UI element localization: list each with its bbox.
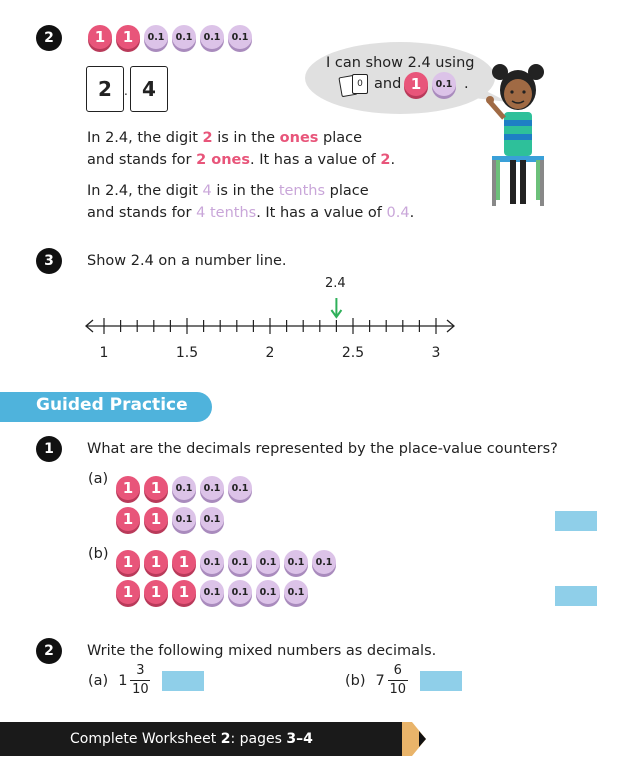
gp2-b-fraction: $\frac{6}{10}$ <box>389 663 407 697</box>
tenth-counter: 0.1 <box>228 550 252 574</box>
bubble-and: and <box>374 76 402 92</box>
gp2-a-label: (a) <box>88 672 109 689</box>
one-counter: 1 <box>144 476 168 500</box>
ones-line-2: and stands for 2 ones. It has a value of 2. <box>87 152 396 168</box>
tenth-counter: 0.1 <box>284 580 308 604</box>
ones-line-1: In 2.4, the digit 2 is in the ones place <box>87 130 363 146</box>
guided-practice-title: Guided Practice <box>36 395 188 415</box>
digit-box-tenths: 4 <box>130 66 168 112</box>
tenth-counter: 0.1 <box>228 25 252 49</box>
answer-box-gp1-a[interactable] <box>555 511 597 531</box>
q3-text: Show 2.4 on a number line. <box>87 253 287 269</box>
pencil-tip-icon <box>402 722 428 756</box>
gp1-question: What are the decimals represented by the place-value counters? <box>87 441 558 457</box>
gp2-b-whole: 7 <box>375 672 385 689</box>
question-number-2: 2 <box>36 25 62 51</box>
number-line-label: 1 <box>99 345 109 361</box>
bubble-line-1: I can show 2.4 using <box>326 55 475 71</box>
tenth-counter: 0.1 <box>172 476 196 500</box>
gp-question-number-1: 1 <box>36 436 62 462</box>
tenth-counter: 0.1 <box>200 507 224 531</box>
number-line <box>80 296 460 344</box>
tenth-counter: 0.1 <box>228 580 252 604</box>
one-counter: 1 <box>404 72 428 96</box>
gp1-b-label: (b) <box>88 546 109 562</box>
tenth-counter: 0.1 <box>284 550 308 574</box>
tenth-counter: 0.1 <box>432 72 456 96</box>
counters-top <box>88 25 256 49</box>
one-counter: 1 <box>116 476 140 500</box>
tenth-counter: 0.1 <box>256 550 280 574</box>
tenth-counter: 0.1 <box>200 476 224 500</box>
gp1-a-row1 <box>116 476 256 500</box>
one-counter: 1 <box>144 580 168 604</box>
digit-box-ones: 2 <box>86 66 124 112</box>
bubble-end: . <box>464 76 469 92</box>
one-counter: 1 <box>144 507 168 531</box>
answer-box-gp2-a[interactable] <box>162 671 204 691</box>
tenths-line-2: and stands for 4 tenths. It has a value of 0.4. <box>87 205 415 221</box>
answer-box-gp2-b[interactable] <box>420 671 462 691</box>
gp1-b-row2 <box>116 580 312 604</box>
one-counter: 1 <box>116 580 140 604</box>
gp1-b-row1 <box>116 550 340 574</box>
decimal-point: . <box>124 84 128 98</box>
one-counter: 1 <box>172 550 196 574</box>
footer-text: Complete Worksheet 2: pages 3–4 <box>70 731 313 747</box>
gp2-a-fraction: $\frac{3}{10}$ <box>132 663 149 697</box>
card-icon: 0 <box>352 74 368 94</box>
gp1-a-label: (a) <box>88 471 109 487</box>
one-counter: 1 <box>116 507 140 531</box>
one-counter: 1 <box>116 550 140 574</box>
tenth-counter: 0.1 <box>144 25 168 49</box>
tenth-counter: 0.1 <box>200 25 224 49</box>
gp-question-number-2: 2 <box>36 638 62 664</box>
gp1-a-row2 <box>116 507 228 531</box>
gp2-a-whole: 1 <box>118 672 128 689</box>
gp2-b-label: (b) <box>345 672 366 689</box>
one-counter: 1 <box>144 550 168 574</box>
tenth-counter: 0.1 <box>200 580 224 604</box>
one-counter: 1 <box>88 25 112 49</box>
number-line-label: 2 <box>265 345 275 361</box>
tenth-counter: 0.1 <box>312 550 336 574</box>
gp2-b <box>345 664 408 697</box>
answer-box-gp1-b[interactable] <box>555 586 597 606</box>
one-counter: 1 <box>172 580 196 604</box>
tenth-counter: 0.1 <box>256 580 280 604</box>
tenths-line-1: In 2.4, the digit 4 is in the tenths place <box>87 183 369 199</box>
tenth-counter: 0.1 <box>228 476 252 500</box>
number-line-label: 2.5 <box>341 345 365 361</box>
one-counter: 1 <box>116 25 140 49</box>
numberline-marker-label: 2.4 <box>325 276 346 291</box>
number-line-label: 1.5 <box>175 345 199 361</box>
gp2-question: Write the following mixed numbers as decimals. <box>87 643 437 659</box>
tenth-counter: 0.1 <box>200 550 224 574</box>
gp2-a <box>88 664 150 697</box>
tenth-counter: 0.1 <box>172 507 196 531</box>
number-line-label: 3 <box>431 345 441 361</box>
girl-wheelchair-illustration <box>486 60 556 210</box>
question-number-3: 3 <box>36 248 62 274</box>
tenth-counter: 0.1 <box>172 25 196 49</box>
